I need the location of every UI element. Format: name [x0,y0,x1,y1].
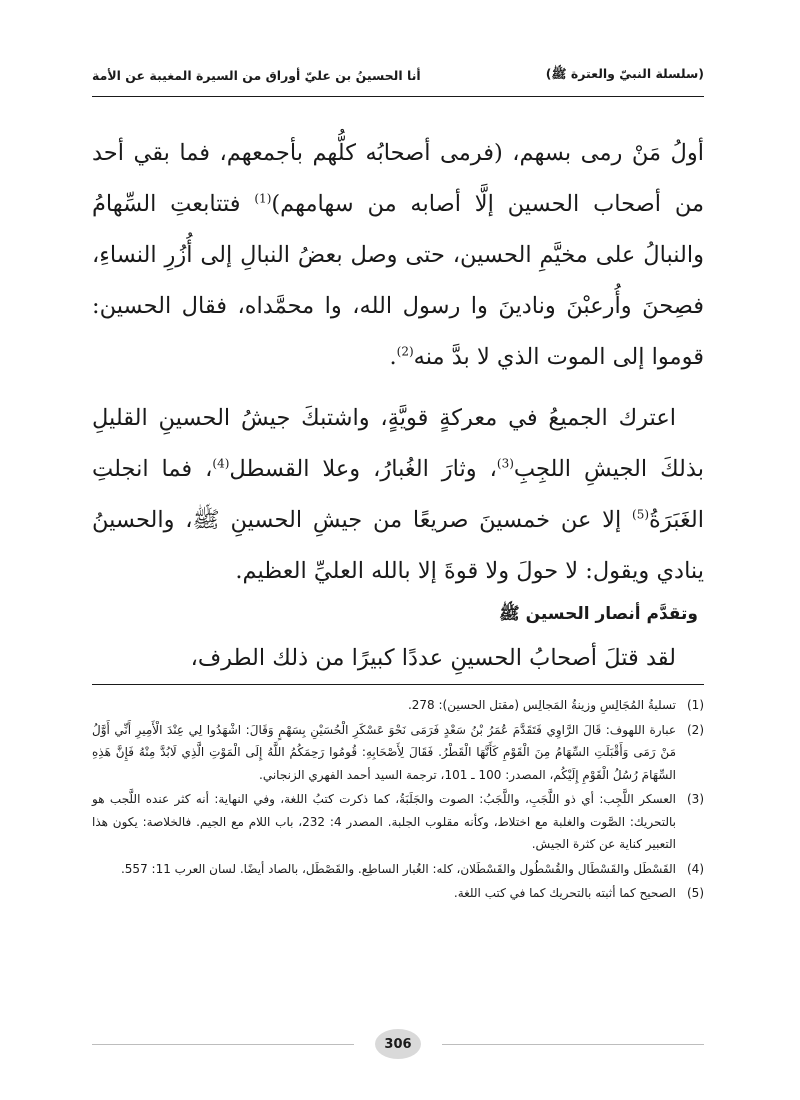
footnote-item [92,694,704,717]
footnote-number: (2) [686,722,704,737]
paragraph-1-end: . [389,344,397,370]
paragraph-1-part-a: أولُ مَنْ رمى بسهم، (فرمى أصحابُه كلُّهم بأجمعهم، فما بقي أحد من أصحاب الحسين إلَّا أصابه من سهامهم) [92,140,704,217]
footnote-item [92,788,704,856]
paragraph-2 [92,393,704,597]
paragraph-1-part-b: فتتابعتِ السِّهامُ والنبالُ على مخيَّمِ الحسين، حتى وصل بعضُ النبالِ إلى أُزُرِ النساءِ، فصِحنَ وأُرعبْنَ ونادينَ وا رسول الله، وا محمَّداه، فقال الحسين: قوموا إلى الموت الذي لا بدَّ منه [92,191,704,370]
paragraph-2-part-b: ، وثارَ الغُبارُ، وعلا القسطل [229,456,497,482]
paragraph-1 [92,128,704,383]
footnote-number: (5) [686,886,704,900]
footnote-item [92,882,704,905]
paragraph-2-part-c: ، فما انجلتِ الغَبَرَةُ [92,456,704,533]
footnote-text: القَسْطَل والقَسْطَال والقُسْطُول والقَسْطَلان، كله: الغُبار الساطِع. والقَصْطَل، بالصاد أيضًا. لسان العرب 11: 557. [120,861,676,876]
paragraph-2-part-a: اعترك الجميعُ في معركةٍ قويَّةٍ، واشتبكَ جيشُ الحسينِ القليلِ بذلكَ الجيشِ اللجِبِ [92,405,704,482]
page-number-rule-left [92,1044,354,1045]
footnote-ref-2[interactable]: (2) [396,344,414,359]
footnote-text: تسليةُ المُجَالِسِ وزينةُ المَجالِس (مقتل الحسين): 278. [407,698,676,712]
footnotes [92,694,704,907]
footnote-rule [92,684,704,685]
footnote-ref-5[interactable]: (5) [632,507,650,522]
main-text [92,128,704,684]
section-subheading: وتقدَّم أنصار الحسين ﷺ [499,604,698,624]
footnote-text: الصحيح كما أثبته بالتحريك كما في كتب اللغة. [453,886,676,900]
paragraph-3: لقد قتلَ أصحابُ الحسينِ عددًا كبيرًا من ذلك الطرف، [190,645,676,671]
footnote-ref-4[interactable]: (4) [212,456,230,471]
footnote-number: (3) [686,792,704,806]
footnote-text: العسكر اللَّجِب: أي ذو اللَّجَبِ، واللَّجَبُ: الصوت والجَلَبَةُ، كما ذكرت كتبُ اللغة، وفي النهاية: أنه كثر عنده اللَّجب هو بالتحريك: الصَّوت والغلبة مع اختلاط، وكأنه مقلوب الجلبة. المصدر 4: 232، باب اللام مع الجيم. فالخلاصة: يكون هذا التعبير كناية عن كثرة الجيش. [92,792,676,851]
footnote-item [92,719,704,787]
page-number-rule-right [442,1044,704,1045]
footnote-number: (4) [686,861,704,876]
series-title: (سلسلة النبيّ والعترة ﷺ) [545,65,704,81]
footnote-ref-1[interactable]: (1) [254,191,272,206]
footnote-text: عبارة اللهوف: قَالَ الرَّاوِي فَتَقَدَّمَ عُمَرُ بْنُ سَعْدٍ فَرَمَى نَحْوَ عَسْكَرِ الْحُسَيْنِ بِسَهْمٍ وَقَالَ: اشْهَدُوا لِي عِنْدَ الْأَمِيرِ أَنِّي أَوَّلُ مَنْ رَمَى وَأَقْبَلَتِ السِّهَامُ مِنَ الْقَوْمِ كَأَنَّهَا الْقَطْرُ. فَقَالَ لِأَصْحَابِهِ: قُومُوا رَحِمَكُمُ اللَّهُ إِلَى الْمَوْتِ الَّذِي لَابُدَّ مِنْهُ فَإِنَّ هَذِهِ السِّهَامَ رُسُلُ الْقَوْمِ إِلَيْكُم، المصدر: 100 ـ 101، ترجمة السيد أحمد الفهري الزنجاني. [92,722,676,782]
page-number: 306 [375,1029,421,1059]
header-rule [92,96,704,97]
footnote-item [92,858,704,881]
page-number-area [92,1030,704,1060]
footnote-ref-3[interactable]: (3) [496,456,514,471]
running-header [92,60,704,90]
book-title: أنا الحسينُ بن عليّ أوراق من السيرة المغيبة عن الأمة [92,67,421,83]
footnote-number: (1) [686,698,704,712]
paragraph-2-part-d: إلا عن خمسينَ صريعًا من جيشِ الحسينِ ﷺ، والحسينُ ينادي ويقول: لا حولَ ولا قوةَ إلا بالله العليِّ العظيم. [92,507,704,584]
